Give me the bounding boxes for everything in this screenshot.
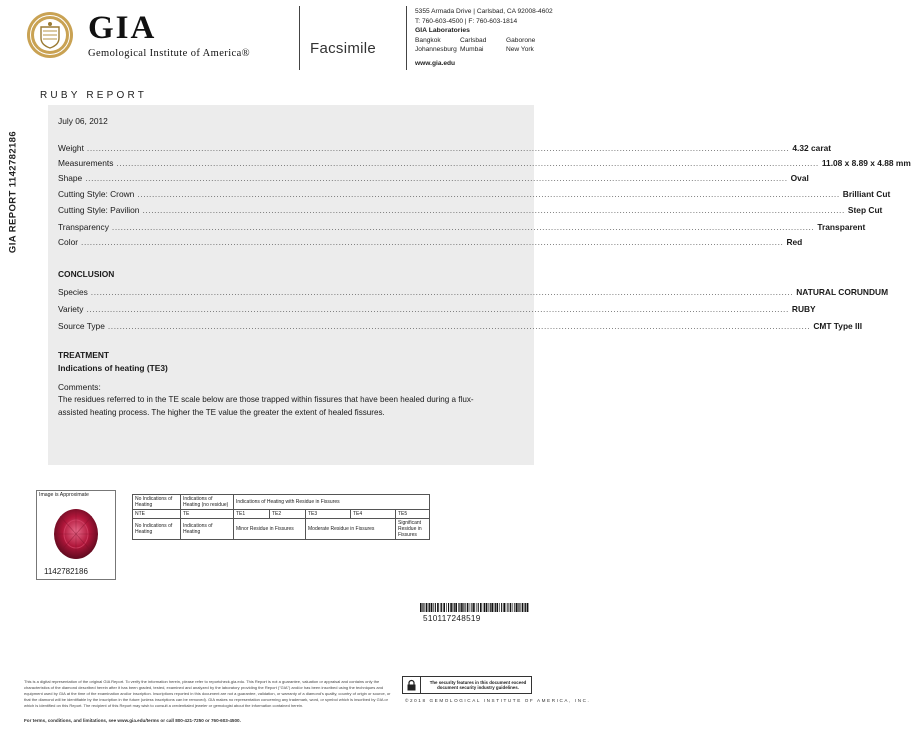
comments-label: Comments: xyxy=(58,382,101,392)
te-scale-table xyxy=(132,494,430,540)
te-cell: TE xyxy=(181,510,234,519)
detail-value: 4.32 carat xyxy=(792,143,832,153)
detail-row-crown xyxy=(58,189,891,199)
report-date: July 06, 2012 xyxy=(58,116,108,126)
detail-value: 11.08 x 8.89 x 4.88 mm xyxy=(821,158,911,168)
treatment-value: Indications of heating (TE3) xyxy=(58,363,168,373)
lab-item: Carlsbad xyxy=(460,36,487,44)
conclusion-label: Source Type xyxy=(58,321,105,331)
te-table-row xyxy=(133,510,430,519)
detail-row-weight xyxy=(58,143,832,153)
te-cell: Indications of Heating xyxy=(181,519,234,540)
header-divider-right xyxy=(406,6,407,70)
te-cell: TE2 xyxy=(270,510,306,519)
conclusion-label: Variety xyxy=(58,304,84,314)
lab-item: Johannesburg xyxy=(415,46,457,54)
header-divider-left xyxy=(299,6,300,70)
security-text: The security features in this document exceed document security industry guidelines. xyxy=(429,679,527,690)
lab-item: New York xyxy=(506,46,534,54)
report-number-vertical: GIA REPORT 1142782186 xyxy=(7,130,19,254)
conclusion-label: Species xyxy=(58,287,88,297)
te-cell: No Indications of Heating xyxy=(133,495,181,510)
detail-label: Cutting Style: Pavilion xyxy=(58,205,140,215)
phone-line: T: 760-603-4500 | F: 760-603-1814 xyxy=(415,17,518,25)
te-cell: TE3 xyxy=(306,510,351,519)
conclusion-row-source xyxy=(58,321,863,331)
conclusion-value: CMT Type III xyxy=(813,321,863,331)
te-cell: NTE xyxy=(133,510,181,519)
detail-value: Oval xyxy=(790,173,809,183)
lock-icon xyxy=(403,677,421,693)
te-table-row xyxy=(133,495,430,510)
detail-label: Transparency xyxy=(58,222,109,232)
image-report-number: 1142782186 xyxy=(44,567,88,576)
conclusion-row-species xyxy=(58,287,889,297)
conclusion-value: RUBY xyxy=(791,304,816,314)
barcode-number: 510117248519 xyxy=(423,614,481,623)
gia-wordmark: GIA xyxy=(88,10,157,46)
copyright-text: ©2018 GEMOLOGICAL INSTITUTE OF AMERICA, INC. xyxy=(405,698,591,703)
gia-seal-logo xyxy=(26,11,74,59)
lab-item: Gaborone xyxy=(506,36,536,44)
detail-value: Brilliant Cut xyxy=(842,189,891,199)
website-link[interactable]: www.gia.edu xyxy=(415,59,456,67)
comments-text: The residues referred to in the TE scale below are those trapped within fissures that have been healed during a flux-assisted heating process. The higher the TE value the greater the extent of healed fissures. xyxy=(58,395,474,417)
detail-label: Measurements xyxy=(58,158,114,168)
detail-label: Color xyxy=(58,237,79,247)
conclusion-heading: CONCLUSION xyxy=(58,269,115,279)
te-table-row xyxy=(133,519,430,540)
te-cell: Minor Residue in Fissures xyxy=(234,519,306,540)
te-cell: Moderate Residue in Fissures xyxy=(306,519,396,540)
detail-row-pavilion xyxy=(58,205,883,215)
ruby-stone-image xyxy=(52,507,100,561)
detail-row-measurements xyxy=(58,158,911,168)
detail-value: Transparent xyxy=(817,222,866,232)
detail-value: Step Cut xyxy=(847,205,883,215)
labs-list xyxy=(415,36,553,55)
conclusion-row-variety xyxy=(58,304,816,314)
detail-label: Shape xyxy=(58,173,83,183)
security-notice xyxy=(402,676,532,694)
labs-title: GIA Laboratories xyxy=(415,27,470,35)
gia-subtitle: Gemological Institute of America® xyxy=(88,48,251,59)
detail-row-color xyxy=(58,237,803,247)
detail-label: Weight xyxy=(58,143,84,153)
te-cell: Significant Residue in Fissures xyxy=(396,519,430,540)
address-line: 5355 Armada Drive | Carlsbad, CA 92008-4602 xyxy=(415,8,553,15)
disclaimer-text: This is a digital representation of the original GIA Report. To verify the information herein, please refer to reportcheck.gia.edu. This Report is not a guarantee, valuation or appraisal and contains only the characteristics of the diamond described herein after it has been graded, tested, examined and analyzed by the laboratory providing the Report ("GIA") and/or has been inscribed using the techniques and equipment used by GIA at the time of the examination and/or inscription. Inscriptions reported in this document are not a guarantee, validation, or warranty of a diamond's quality, country of origin or source, or that the diamond will be identifiable by the inscription in the future (unless inscriptions can be removed). GIA makes no representation concerning any trademark, word, or symbol which is inscribed by GIA or which is identified on this Report. The recipient of this Report may wish to consult a credentialed jeweler or gemologist about the information contained herein. xyxy=(24,679,391,708)
conclusion-value: NATURAL CORUNDUM xyxy=(796,287,889,297)
image-caption: Image is Approximate xyxy=(39,492,89,498)
te-cell: TE5 xyxy=(396,510,430,519)
detail-row-transparency xyxy=(58,222,866,232)
te-cell: Indications of Heating with Residue in Fissures xyxy=(234,495,430,510)
address-block xyxy=(415,7,553,68)
te-cell: TE1 xyxy=(234,510,270,519)
lab-item: Bangkok xyxy=(415,36,441,44)
te-cell: No Indications of Heating xyxy=(133,519,181,540)
facsimile-label: Facsimile xyxy=(310,40,377,57)
detail-value: Red xyxy=(786,237,803,247)
detail-label: Cutting Style: Crown xyxy=(58,189,135,199)
terms-text: For terms, conditions, and limitations, see www.gia.edu/terms or call 800-421-7250 or 760-603-4500. xyxy=(24,718,241,723)
barcode-image xyxy=(420,603,528,612)
lab-item: Mumbai xyxy=(460,46,484,54)
treatment-heading: TREATMENT xyxy=(58,350,110,360)
te-cell: Indications of Heating (no residue) xyxy=(181,495,234,510)
te-cell: TE4 xyxy=(351,510,396,519)
report-title: RUBY REPORT xyxy=(40,90,148,101)
detail-row-shape xyxy=(58,173,809,183)
